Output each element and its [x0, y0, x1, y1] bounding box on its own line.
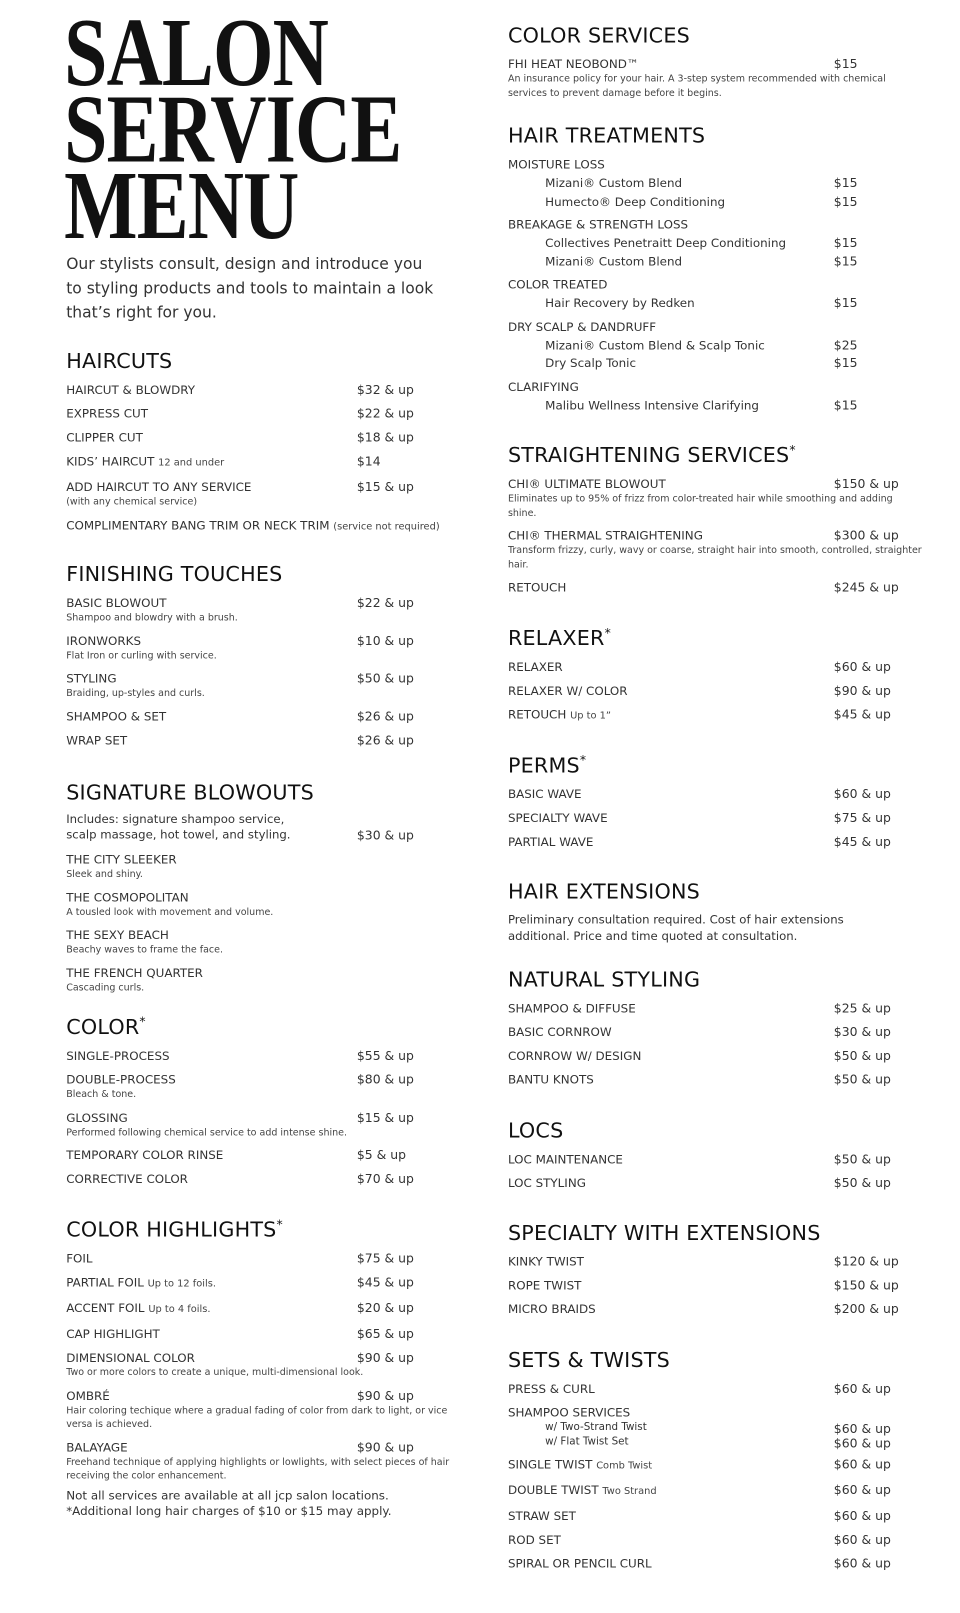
service-name: ROD SET	[507, 1532, 561, 1547]
service-name: MICRO BRAIDS	[507, 1301, 596, 1317]
footnote	[66, 1488, 391, 1518]
asterisk: *	[789, 442, 796, 458]
treatment-item	[508, 355, 922, 373]
price: $15 & up	[356, 1109, 414, 1125]
sub-service	[508, 1421, 922, 1435]
treatment-item	[508, 235, 922, 253]
service-description: Bleach & tone.	[66, 1088, 137, 1101]
service-item	[508, 1508, 922, 1525]
price: $50 & up	[356, 671, 414, 686]
price: $90 & up	[833, 683, 891, 698]
section-heading	[508, 123, 922, 148]
service-name: BASIC BLOWOUT	[66, 595, 167, 611]
service-item	[66, 732, 459, 749]
service-item	[508, 1555, 922, 1572]
service-note: (service not required)	[333, 520, 440, 532]
treatment-name: Mizani® Custom Blend	[545, 253, 683, 269]
service-name-row	[66, 964, 459, 981]
section-color	[66, 1014, 459, 1194]
service-item	[508, 833, 922, 850]
service-name: THE CITY SLEEKER	[66, 852, 177, 867]
treatment-item	[508, 193, 922, 211]
service-note: Two Strand	[602, 1485, 657, 1498]
price: $60 & up	[833, 659, 891, 675]
title-line: MENU	[64, 151, 299, 260]
section-title: STRAIGHTENING SERVICES	[507, 442, 790, 468]
intro-text: Our stylists consult, design and introduce you to styling products and tools to maintain a look that’s right for you.	[66, 254, 434, 322]
service-description: Transform frizzy, curly, wavy or coarse, straight hair into smooth, controlled, straighter hair.	[507, 544, 922, 571]
service-name: BASIC WAVE	[507, 786, 582, 802]
service-item	[508, 810, 922, 827]
service-name: SPECIALTY WAVE	[507, 810, 608, 826]
footnote-line: Not all services are available at all jcp salon locations.	[66, 1487, 389, 1503]
section-title: SETS & TWISTS	[507, 1347, 671, 1373]
service-item	[66, 1300, 459, 1319]
price: $30 & up	[833, 1024, 891, 1040]
service-description: An insurance policy for your hair. A 3-step system recommended with chemical services to prevent damage before it begins.	[507, 73, 886, 99]
price: $300 & up	[833, 528, 899, 543]
section-heading	[508, 967, 922, 992]
price: $75 & up	[833, 810, 891, 826]
service-item	[508, 1071, 922, 1088]
section-heading	[508, 23, 922, 48]
price: $90 & up	[356, 1350, 414, 1365]
section-title: SPECIALTY WITH EXTENSIONS	[507, 1220, 821, 1245]
section-finishing-touches	[66, 561, 459, 755]
service-item	[508, 1531, 922, 1548]
treatment-name: Dry Scalp Tonic	[545, 355, 636, 371]
section-locs	[508, 1118, 922, 1199]
price: $45 & up	[833, 834, 891, 849]
service-note: 12 and under	[158, 457, 225, 469]
price: $60 & up	[833, 1381, 891, 1396]
section-heading	[508, 443, 922, 468]
section-heading	[508, 1347, 922, 1372]
service-name: CHI® ULTIMATE BLOWOUT	[507, 476, 666, 492]
service-item	[66, 1387, 459, 1431]
service-name: SHAMPOO SERVICES	[507, 1405, 631, 1420]
sub-service-name: w/ Flat Twist Set	[545, 1435, 629, 1448]
description-text: Includes: signature shampoo service, scalp massage, hot towel, and styling.	[66, 812, 291, 842]
treatment-name: Humecto® Deep Conditioning	[545, 193, 726, 209]
price: $15	[833, 253, 858, 269]
service-item	[508, 1253, 922, 1270]
service-item	[66, 479, 459, 510]
service-name: GLOSSING	[66, 1109, 128, 1125]
section-heading	[508, 1118, 922, 1143]
service-name-row	[66, 453, 459, 472]
service-name: SHAMPOO & SET	[66, 708, 167, 724]
price: $150 & up	[833, 476, 899, 492]
service-item	[66, 889, 459, 920]
service-item	[508, 56, 922, 100]
service-name: DIMENSIONAL COLOR	[66, 1350, 195, 1365]
price: $200 & up	[833, 1301, 899, 1317]
price: $50 & up	[833, 1151, 891, 1167]
treatment-name: Hair Recovery by Redken	[545, 295, 695, 311]
price: $50 & up	[833, 1048, 891, 1063]
price: $60 & up	[833, 1435, 891, 1451]
service-item	[66, 1274, 459, 1293]
page-title	[64, 0, 486, 260]
service-item	[66, 1147, 459, 1164]
service-item	[508, 1301, 922, 1318]
service-item	[508, 1000, 922, 1017]
section-heading	[66, 561, 459, 586]
service-item	[508, 659, 922, 676]
service-item	[66, 516, 459, 535]
service-note: Up to 1”	[570, 710, 612, 722]
treatment-name: Mizani® Custom Blend	[545, 175, 683, 191]
service-item	[66, 1071, 459, 1102]
service-name: ADD HAIRCUT TO ANY SERVICE	[66, 479, 252, 495]
section-sets-twists	[508, 1347, 922, 1579]
service-name: KIDS’ HAIRCUT	[66, 453, 155, 469]
service-item	[508, 1456, 922, 1475]
service-name-row	[66, 851, 459, 868]
price: $15	[833, 235, 858, 251]
price: $50 & up	[833, 1175, 891, 1191]
price: $30 & up	[356, 828, 414, 843]
section-hair-extensions	[508, 879, 922, 945]
service-name: LOC MAINTENANCE	[507, 1151, 623, 1167]
title-line: SERVICE	[64, 75, 402, 184]
service-name: EXPRESS CUT	[66, 406, 148, 421]
service-description: Two or more colors to create a unique, multi-dimensional look.	[66, 1366, 364, 1379]
service-name: KINKY TWIST	[507, 1254, 584, 1269]
service-name: BALAYAGE	[66, 1439, 128, 1455]
service-description: Cascading curls.	[66, 981, 145, 994]
service-name: BANTU KNOTS	[507, 1072, 594, 1087]
section-title: PERMS	[507, 752, 580, 778]
service-item	[508, 579, 922, 596]
service-name: FOIL	[66, 1251, 93, 1266]
section-heading	[66, 348, 459, 373]
service-name: SINGLE-PROCESS	[66, 1048, 170, 1063]
treatment-item	[508, 295, 922, 313]
sub-service	[508, 1435, 922, 1449]
service-name: DOUBLE-PROCESS	[66, 1072, 176, 1087]
service-item	[66, 382, 459, 399]
treatment-item	[508, 337, 922, 355]
service-item	[66, 1250, 459, 1267]
service-name: RETOUCH	[507, 707, 567, 722]
price: $45 & up	[356, 1274, 414, 1290]
section-heading	[508, 626, 922, 651]
service-note: Up to 4 foils.	[148, 1303, 211, 1316]
service-name: PARTIAL FOIL	[66, 1274, 144, 1290]
service-item	[66, 926, 459, 957]
service-item	[66, 1047, 459, 1064]
price: $10 & up	[356, 633, 414, 648]
treatment-group-name: MOISTURE LOSS	[507, 157, 605, 172]
service-item	[66, 851, 459, 882]
section-natural-styling	[508, 967, 922, 1095]
service-name: THE SEXY BEACH	[66, 927, 169, 942]
section-title: LOCS	[507, 1117, 564, 1143]
price: $60 & up	[833, 1482, 891, 1498]
section-description	[66, 812, 414, 843]
service-name: TEMPORARY COLOR RINSE	[66, 1147, 224, 1163]
service-item	[508, 1175, 922, 1192]
service-description: Sleek and shiny.	[66, 868, 143, 880]
section-title: COLOR	[66, 1014, 140, 1040]
treatment-item	[508, 175, 922, 193]
price: $60 & up	[833, 1421, 891, 1437]
service-name: THE COSMOPOLITAN	[66, 889, 189, 905]
section-title: HAIR TREATMENTS	[507, 123, 706, 148]
section-specialty-with-extensions	[508, 1220, 922, 1324]
service-name: STYLING	[66, 671, 117, 686]
service-name: ROPE TWIST	[507, 1278, 582, 1293]
price: $22 & up	[356, 595, 414, 611]
section-color-services	[508, 23, 922, 108]
price: $75 & up	[356, 1251, 414, 1266]
price: $22 & up	[356, 406, 414, 421]
section-title: HAIRCUTS	[66, 348, 173, 374]
service-name: RELAXER	[507, 659, 563, 675]
service-item	[508, 476, 922, 520]
service-name: FHI HEAT NEOBOND™	[507, 56, 639, 72]
price: $32 & up	[356, 382, 414, 398]
service-description: Shampoo and blowdry with a brush.	[66, 612, 238, 624]
price: $14	[356, 453, 381, 469]
price: $70 & up	[356, 1171, 414, 1186]
price: $50 & up	[833, 1072, 891, 1087]
service-item	[508, 706, 922, 725]
service-name: RELAXER W/ COLOR	[507, 683, 628, 698]
service-name: OMBRÉ	[66, 1388, 110, 1403]
service-description: Braiding, up-styles and curls.	[66, 687, 205, 699]
asterisk: *	[139, 1014, 146, 1029]
service-name-row	[508, 1404, 922, 1421]
service-name: CORRECTIVE COLOR	[66, 1171, 188, 1186]
section-heading	[66, 780, 459, 805]
section-color-highlights	[66, 1217, 459, 1490]
section-straightening-services	[508, 443, 922, 603]
service-description: A tousled look with movement and volume.	[66, 906, 274, 918]
price: $150 & up	[833, 1278, 899, 1293]
service-name: SINGLE TWIST	[507, 1456, 593, 1472]
price: $15	[833, 56, 858, 72]
price: $90 & up	[356, 1439, 414, 1455]
service-name: ACCENT FOIL	[66, 1300, 145, 1316]
service-item	[508, 1151, 922, 1168]
price: $18 & up	[356, 430, 414, 445]
title-line: SALON	[64, 0, 329, 107]
price: $60 & up	[833, 1556, 891, 1571]
price: $15	[833, 397, 858, 413]
service-item	[66, 1109, 459, 1140]
service-note: Up to 12 foils.	[147, 1278, 216, 1290]
section-perms	[508, 753, 922, 857]
service-item	[66, 1326, 459, 1343]
service-note: Comb Twist	[596, 1460, 653, 1472]
service-name: BASIC CORNROW	[507, 1024, 612, 1040]
service-item	[66, 670, 459, 701]
section-title: FINISHING TOUCHES	[66, 561, 283, 587]
service-description: Hair coloring techique where a gradual fading of color from dark to light, or vice versa is achieved.	[66, 1404, 448, 1431]
service-item	[66, 405, 459, 422]
service-description: (with any chemical service)	[66, 496, 198, 508]
service-description: Beachy waves to frame the face.	[66, 944, 223, 956]
service-item	[66, 595, 459, 626]
service-name-row	[66, 889, 459, 906]
price: $15	[833, 193, 858, 209]
section-heading	[508, 753, 922, 778]
treatment-group-name: COLOR TREATED	[507, 277, 608, 292]
section-title: NATURAL STYLING	[507, 966, 701, 992]
service-name-row	[508, 56, 922, 73]
service-description: Performed following chemical service to add intense shine.	[66, 1126, 348, 1138]
service-name-row	[66, 926, 459, 943]
service-name: COMPLIMENTARY BANG TRIM OR NECK TRIM	[66, 517, 330, 532]
service-name: SHAMPOO & DIFFUSE	[507, 1000, 636, 1016]
section-heading	[66, 1217, 459, 1242]
service-item	[508, 1047, 922, 1064]
price: $25 & up	[833, 1000, 891, 1016]
service-item	[508, 1024, 922, 1041]
service-name: CLIPPER CUT	[66, 430, 143, 445]
price: $25	[833, 337, 858, 353]
asterisk: *	[579, 752, 587, 768]
section-title: COLOR SERVICES	[507, 22, 690, 48]
section-title: SIGNATURE BLOWOUTS	[66, 779, 314, 805]
section-signature-blowouts	[66, 780, 459, 1002]
service-name: HAIRCUT & BLOWDRY	[66, 382, 196, 398]
treatment-group-name: CLARIFYING	[507, 378, 579, 394]
service-name: IRONWORKS	[66, 633, 141, 648]
service-name: THE FRENCH QUARTER	[66, 965, 203, 980]
service-name: RETOUCH	[507, 580, 567, 595]
footnote-line: *Additional long hair charges of $10 or $15 may apply.	[66, 1502, 392, 1518]
service-name: WRAP SET	[66, 732, 128, 748]
price: $120 & up	[833, 1254, 899, 1269]
service-item	[66, 429, 459, 446]
section-title: COLOR HIGHLIGHTS	[66, 1217, 277, 1242]
price: $60 & up	[833, 1456, 891, 1472]
service-description: Eliminates up to 95% of frizz from color-treated hair while smoothing and adding shine.	[507, 493, 893, 519]
asterisk: *	[604, 625, 612, 641]
treatment-name: Malibu Wellness Intensive Clarifying	[545, 397, 759, 413]
price: $65 & up	[356, 1326, 414, 1342]
section-haircuts	[66, 348, 459, 542]
section-hair-treatments	[508, 123, 922, 420]
price: $55 & up	[356, 1048, 414, 1063]
price: $15 & up	[356, 479, 414, 495]
price: $5 & up	[356, 1147, 407, 1163]
section-heading	[508, 1220, 922, 1245]
service-item	[508, 1277, 922, 1294]
spacer	[508, 415, 922, 420]
service-name-row	[66, 516, 459, 535]
treatment-name: Mizani® Custom Blend & Scalp Tonic	[545, 337, 765, 353]
section-heading	[66, 1014, 459, 1039]
price: $60 & up	[833, 786, 891, 802]
price: $60 & up	[833, 1532, 891, 1547]
price: $26 & up	[356, 732, 414, 748]
treatment-item	[508, 253, 922, 271]
service-item	[66, 632, 459, 663]
price: $15	[833, 355, 858, 371]
service-name: DOUBLE TWIST	[507, 1482, 599, 1498]
treatment-group-name: DRY SCALP & DANDRUFF	[507, 318, 657, 334]
price: $20 & up	[356, 1300, 414, 1316]
price: $15	[833, 295, 858, 311]
service-name: STRAW SET	[507, 1508, 576, 1524]
section-title: HAIR EXTENSIONS	[507, 878, 701, 904]
service-name: LOC STYLING	[507, 1175, 586, 1191]
treatment-name: Collectives Penetraitt Deep Conditioning	[545, 235, 787, 251]
price: $60 & up	[833, 1508, 891, 1524]
section-title: RELAXER	[507, 625, 605, 651]
treatment-group-name: BREAKAGE & STRENGTH LOSS	[507, 217, 689, 232]
price: $26 & up	[356, 708, 414, 724]
price: $90 & up	[356, 1388, 414, 1403]
price: $15	[833, 175, 858, 191]
service-item	[66, 708, 459, 725]
price: $45 & up	[833, 707, 891, 722]
service-item	[66, 1439, 459, 1483]
service-item	[508, 682, 922, 699]
service-name: SPIRAL OR PENCIL CURL	[507, 1556, 652, 1571]
service-name: CORNROW W/ DESIGN	[507, 1048, 642, 1063]
service-item	[508, 527, 922, 571]
price: $245 & up	[833, 580, 899, 595]
service-description: Freehand technique of applying highlights or lowlights, with select pieces of hair receiving the color enhancement.	[66, 1456, 450, 1482]
service-name: PRESS & CURL	[507, 1381, 595, 1396]
service-item	[66, 453, 459, 472]
service-name: CAP HIGHLIGHT	[66, 1326, 160, 1342]
service-item	[508, 786, 922, 803]
section-heading	[508, 879, 922, 904]
service-name: CHI® THERMAL STRAIGHTENING	[507, 528, 703, 543]
service-description: Flat Iron or curling with service.	[66, 649, 217, 662]
section-description: Preliminary consultation required. Cost of hair extensions additional. Price and time quoted at consultation.	[507, 913, 844, 944]
service-item	[66, 964, 459, 995]
sub-service-name: w/ Two-Strand Twist	[545, 1421, 647, 1434]
service-item	[66, 1170, 459, 1187]
service-item	[66, 1349, 459, 1380]
service-item	[508, 1380, 922, 1397]
treatment-item	[508, 397, 922, 415]
price: $80 & up	[356, 1072, 414, 1087]
section-relaxer	[508, 626, 922, 733]
service-item	[508, 1482, 922, 1501]
asterisk: *	[276, 1217, 283, 1232]
service-name: PARTIAL WAVE	[507, 834, 594, 849]
service-item	[507, 1404, 922, 1451]
